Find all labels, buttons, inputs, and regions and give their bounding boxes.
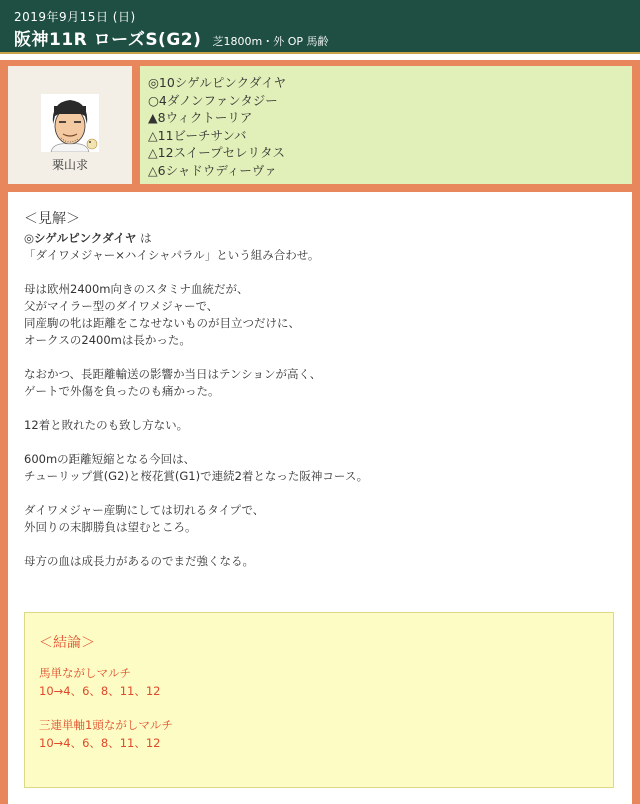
- pick-honmei: ◎10シゲルピンクダイヤ: [148, 75, 287, 90]
- pick-taikou: ○4ダノンファンタジー: [148, 92, 278, 108]
- paragraph-line: 外回りの末脚勝負は望むところ。: [24, 520, 197, 534]
- bet-type: 馬単ながしマルチ: [39, 666, 131, 680]
- analysis-paragraph-5: [24, 502, 614, 536]
- paragraph-line: 600mの距離短縮となる今回は、: [24, 452, 196, 466]
- horse-picks-list: [140, 66, 632, 184]
- prediction-panel: [0, 60, 640, 804]
- bet-numbers: 10→4、6、8、11、12: [39, 683, 161, 698]
- race-name: 阪神11R ローズS(G2): [14, 30, 202, 50]
- pick-renka-2: △12スイープセレリタス: [148, 145, 286, 161]
- intro-horse: シゲルピンクダイヤ: [34, 231, 137, 245]
- pick-tanana: ▲8ウィクトーリア: [148, 110, 253, 126]
- bet-group-1: [39, 665, 161, 700]
- conclusion-title: ＜結論＞: [39, 635, 95, 651]
- race-date: 2019年9月15日 (日): [14, 10, 136, 24]
- analysis-intro: [24, 230, 614, 264]
- pick-renka-3: △6シャドウディーヴァ: [148, 162, 277, 178]
- intro-line-2: 「ダイワメジャー×ハイシャパラル」という組み合わせ。: [24, 248, 320, 262]
- paragraph-line: オークスの2400mは長かった。: [24, 333, 191, 347]
- paragraph-line: 母方の血は成長力があるのでまだ強くなる。: [24, 554, 254, 568]
- paragraph-line: チューリップ賞(G2)と桜花賞(G1)で連続2着となった阪神コース。: [24, 469, 369, 483]
- paragraph-line: ゲートで外傷を負ったのも痛かった。: [24, 384, 220, 398]
- race-title-line: [14, 25, 328, 50]
- analysis-paragraph-6: [24, 553, 614, 570]
- analysis-paragraph-4: [24, 451, 614, 485]
- intro-mark: ◎: [24, 231, 35, 245]
- analysis-paragraph-2: [24, 366, 614, 400]
- caricature-portrait-icon: [41, 94, 99, 152]
- predictor-profile: [8, 66, 132, 184]
- pick-renka-1: △11ビーチサンバ: [148, 127, 247, 143]
- race-conditions: 芝1800m・外 OP 馬齢: [212, 35, 329, 48]
- analysis-paragraph-1: [24, 281, 614, 349]
- analysis-paragraph-3: [24, 417, 614, 434]
- paragraph-line: 父がマイラー型のダイワメジャーで、: [24, 299, 219, 313]
- race-header: [0, 0, 640, 54]
- paragraph-line: 母は欧州2400m向きのスタミナ血統だが、: [24, 282, 249, 296]
- paragraph-line: なおかつ、長距離輸送の影響か当日はテンションが高く、: [24, 367, 322, 381]
- paragraph-line: 12着と敗れたのも致し方ない。: [24, 418, 189, 432]
- bet-numbers: 10→4、6、8、11、12: [39, 735, 161, 750]
- bet-group-2: [39, 717, 173, 752]
- intro-suffix: は: [140, 231, 152, 245]
- predictor-name: 栗山求: [51, 158, 88, 172]
- analysis-body: [24, 230, 614, 587]
- bet-type: 三連単軸1頭ながしマルチ: [39, 718, 173, 732]
- analysis-title: ＜見解＞: [24, 211, 80, 227]
- conclusion-box: [24, 612, 614, 788]
- analysis-content: [8, 192, 632, 804]
- paragraph-line: ダイワメジャー産駒にしては切れるタイプで、: [24, 503, 265, 517]
- paragraph-line: 同産駒の牝は距離をこなせないものが目立つだけに、: [24, 316, 300, 330]
